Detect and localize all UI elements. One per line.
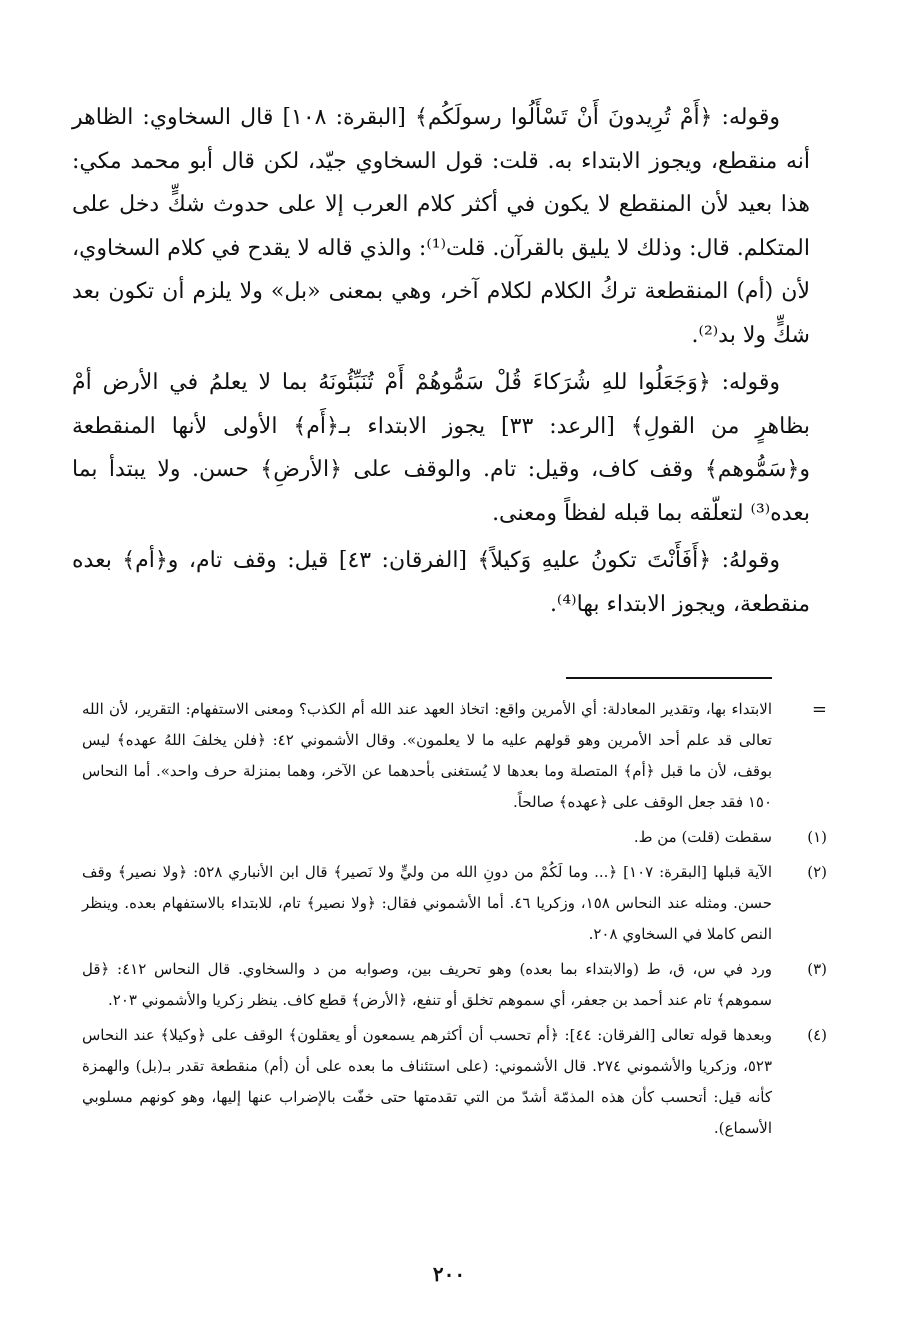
footnote-continued — [82, 694, 827, 818]
footnotes — [82, 694, 827, 1148]
footnote-continued-text: الابتداء بها، وتقدير المعادلة: أي الأمرين واقع: اتخاذ العهد عند الله أم الكذب؟ ومعنى الاستفهام: التقرير، لأن الله تعالى قد علم أحد الأمرين وهو قولهم عليه ما لا يعلمون». وقال الأشموني ٤٢: ﴿فلن يخلفَ اللهُ عهده﴾ ليس بوقف، لأن ما قبل ﴿أم﴾ المتصلة وما بعدها لا يُستغنى بأحدهما عن الآخر، وهما بمنزلة حرف واحد». أما النحاس ١٥٠ فقد جعل الوقف على ﴿عهده﴾ صالحاً. — [82, 700, 772, 811]
footnote-text: الآية قبلها [البقرة: ١٠٧] ﴿... وما لَكُمْ من دونِ الله من وليٍّ ولا نَصير﴾ قال ابن الأنباري ٥٢٨: ﴿ولا نصير﴾ وقف حسن. ومثله عند النحاس ١٥٨، وزكريا ٤٦. أما الأشموني فقال: ﴿ولا نصير﴾ تام، للابتداء بالاستفهام بعده. وينظر النص كاملا في السخاوي ٢٠٨. — [82, 863, 772, 943]
paragraph-2: وقوله: ﴿وَجَعَلُوا للهِ شُرَكاءَ قُلْ سَمُّوهُمْ أَمْ تُنَبِّئُونَهُ بما لا يعلمُ في الأرض أمْ بظاهرٍ من القولِ﴾ [الرعد: ٣٣] يجوز الابتداء بـ﴿أَم﴾ الأولى لأنها المنقطعة و﴿سَمُّوهم﴾ وقف كاف، وقيل: تام. والوقف على ﴿الأرضِ﴾ حسن. ولا يبتدأ بما بعده⁽³⁾ لتعلّقه بما قبله لفظاً ومعنى. — [72, 370, 810, 526]
continuation-mark: = — [811, 699, 827, 720]
footnote-number: (٢) — [807, 863, 827, 881]
footnote-number: (١) — [807, 828, 827, 846]
footnote-number: (٣) — [807, 960, 827, 978]
paragraph-3: وقولهُ: ﴿أَفَأَنْتَ تكونُ عليهِ وَكيلاً﴾ [الفرقان: ٤٣] قيل: وقف تام، و﴿أم﴾ بعده منقطعة، ويجوز الابتداء بها⁽⁴⁾. — [72, 548, 810, 617]
main-text — [72, 96, 810, 630]
footnote-text: وبعدها قوله تعالى [الفرقان: ٤٤]: ﴿أم تحسب أن أكثرهم يسمعون أو يعقلون﴾ الوقف على ﴿وكيلا﴾ عند النحاس ٥٢٣، وزكريا والأشموني ٢٧٤. قال الأشموني: (على استئناف ما بعده على أن (أم) منقطعة تقدر بـ(بل) والهمزة كأنه قيل: أتحسب كأن هذه المذمّة أشدّ من التي تقدمتها حتى خفّت بالإضراب عنها إليها، وهو كونهم مسلوبي الأسماع). — [82, 1026, 773, 1137]
paragraph-1: وقوله: ﴿أَمْ تُرِيدونَ أَنْ تَسْأَلُوا رسولَكُم﴾ [البقرة: ١٠٨] قال السخاوي: الظاهر أنه منقطع، ويجوز الابتداء به. قلت: قول السخاوي جيّد، لكن قال أبو محمد مكي: هذا بعيد لأن المنقطع لا يكون في أكثر كلام العرب إلا على حدوث شكٍّ دخل على المتكلم. قال: وذلك لا يليق بالقرآن. قلت⁽¹⁾: والذي قاله لا يقدح في كلام السخاوي، لأن (أم) المنقطعة تركُ الكلام لكلام آخر، وهي بمعنى «بل» ولا يلزم أن تكون بعد شكٍّ ولا بد⁽²⁾. — [72, 105, 810, 348]
footnote-number: (٤) — [807, 1026, 827, 1044]
footnote-3 — [82, 954, 827, 1016]
footnote-2 — [82, 857, 827, 950]
footnote-1 — [82, 822, 827, 853]
footnote-4 — [82, 1020, 827, 1144]
footnote-text: ورد في س، ق، ط (والابتداء بما بعده) وهو تحريف بين، وصوابه من د والسخاوي. قال النحاس ٤١٢: ﴿قل سموهم﴾ تام عند أحمد بن جعفر، أي سموهم تخلق أو تنفع، ﴿الأرض﴾ قطع كاف. ينظر زكريا والأشموني ٢٠٣. — [82, 960, 772, 1009]
footnote-separator — [566, 677, 772, 679]
footnote-text: سقطت (قلت) من ط. — [633, 828, 772, 846]
page-number: ٢٠٠ — [432, 1262, 466, 1286]
